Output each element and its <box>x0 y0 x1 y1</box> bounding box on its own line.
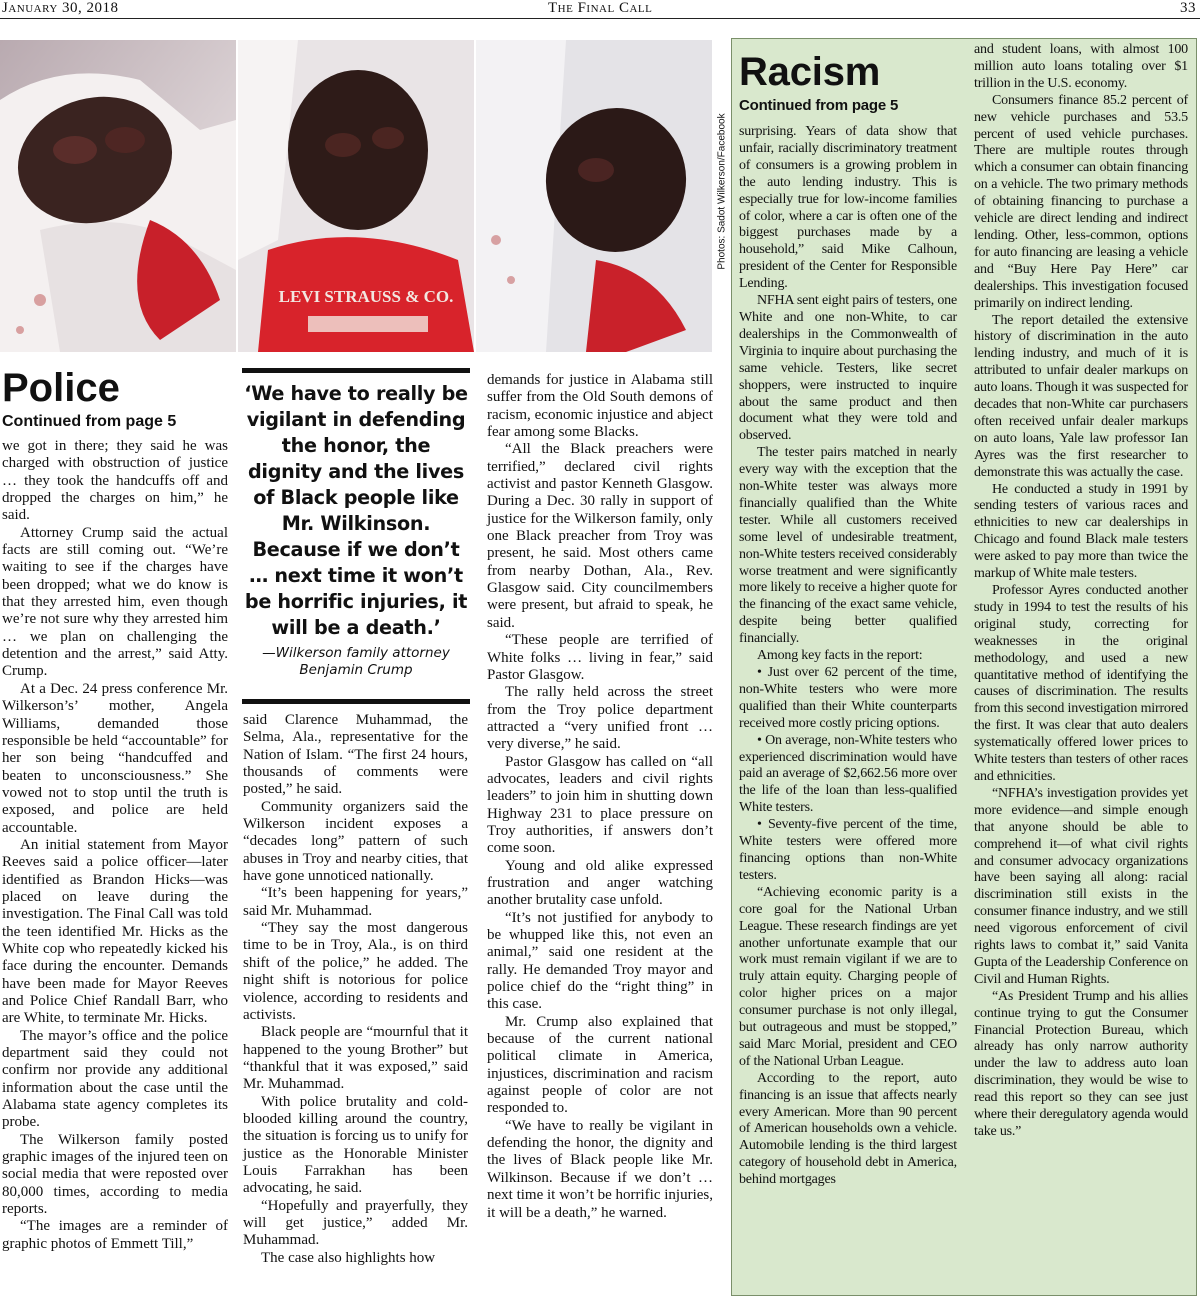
police-paragraph: Black people are “mournful that it happened to the young Brother” but “thankful that it was exposed,” said Mr. Muhammad. <box>243 1024 468 1093</box>
racism-paragraph: NFHA sent eight pairs of testers, one White and one non-White, to car dealerships in the Commonwealth of Virginia to inquire about purchasing the same vehicle. Testers, like secret shoppers, were instructed to inquire about the same product and then document what they were told and observed. <box>739 293 957 444</box>
photo-victim-3 <box>476 40 712 352</box>
police-paragraph: “It’s been happening for years,” said Mr. Muhammad. <box>243 885 468 919</box>
racism-paragraph: According to the report, auto financing is an issue that affects nearly every American. More than 90 percent of American households own a vehicle. Automobile lending is the third largest category of household debt in America, behind mortgages <box>739 1070 957 1188</box>
police-headline: Police <box>2 366 120 410</box>
photo-victim-2-image <box>238 40 474 352</box>
police-paragraph: With police brutality and cold-blooded killing around the country, the situation is forcing us to unify for justice as the Honorable Minister Louis Farrakhan has been advocating, he said. <box>243 1093 468 1197</box>
racism-column-1 <box>739 50 957 1189</box>
police-column-3 <box>487 372 713 1222</box>
police-paragraph: demands for justice in Alabama still suffer from the Old South demons of racism, economic injustice and abject fear among some Blacks. <box>487 372 713 441</box>
police-paragraph: The case also highlights how <box>261 1249 436 1266</box>
racism-paragraph: The tester pairs matched in nearly every way with the exception that the non-White tester was always more financially qualified than the White tester. While all customers received some level of undesirable treatment, non-White testers received considerably worse treatment and were significantly more likely to receive a higher quote for the financing of the exact same vehicle, despite being better qualified financially. <box>739 445 957 647</box>
shirt-logo-text: LEVI STRAUSS & CO. <box>278 287 454 306</box>
racism-paragraph: • On average, non-White testers who experienced discrimination would have paid an average of $2,662.56 more over the life of the loan than less-qualified White testers. <box>739 732 957 816</box>
police-paragraph: “Hopefully and prayerfully, they will get justice,” added Mr. Muhammad. <box>243 1197 468 1249</box>
pull-quote <box>242 368 470 704</box>
racism-paragraph: He conducted a study in 1991 by sending testers of various races and ethnicities to new car dealerships in Chicago and found Black male testers were asked to pay more than twice the markup of White male testers. <box>974 481 1188 582</box>
police-paragraph: At a Dec. 24 press conference Mr. Wilkerson’s’ mother, Angela Williams, demanded those responsible be held “accountable” for her son being “handcuffed and beaten to unconsciousness.” She vowed not to stop until the truth is exposed, and police are held accountable. <box>2 680 228 836</box>
police-paragraph: The Wilkerson family posted graphic images of the injured teen on social media that were reposted over 80,000 times, according to media reports. <box>2 1131 228 1218</box>
racism-paragraph: “NFHA’s investigation provides yet more evidence—and simple enough that anyone should be able to comprehend it—of what civil rights and consumer advocacy organizations have been saying all along: racial discrimination still exists in the consumer finance industry, and we still need vigorous enforcement of civil rights laws to combat it,” said Vanita Gupta of the Leadership Conference on Civil and Human Rights. <box>974 785 1188 987</box>
racism-paragraph: Among key facts in the report: <box>757 648 923 664</box>
pull-quote-text: ‘We have to really be vigilant in defending the honor, the dignity and the lives of Black people like Mr. Wilkinson. Because if we don’t … next time it won’t be horrific injuries, it will be a death.’ <box>244 382 468 639</box>
pull-quote-attribution: —Wilkerson family attorney Benjamin Crump <box>262 645 450 678</box>
photo-credit-text: Photos: Sadot Wilkerson/Facebook <box>716 113 728 270</box>
racism-paragraph: The report detailed the extensive history of discrimination in the auto lending industry, and much of it is attributed to unfair dealer markups on auto loans. Though it was suspected for decades that non-White car purchasers often received unfair dealer markups on auto loans, Yale law professor Ian Ayres was the first researcher to demonstrate this was actually the case. <box>974 312 1188 480</box>
police-column-1 <box>2 366 228 1253</box>
racism-paragraph: and student loans, with almost 100 million auto loans totaling over $1 trillion in the U.S. economy. <box>974 42 1188 91</box>
police-paragraph: Young and old alike expressed frustration and anger watching another brutality case unfold. <box>487 857 713 909</box>
racism-paragraph: • Seventy-five percent of the time, White testers were offered more financing options than non-White testers. <box>739 817 957 883</box>
photo-victim-1 <box>0 40 236 352</box>
police-paragraph: “All the Black preachers were terrified,” declared civil rights activist and pastor Kenneth Glasgow. During a Dec. 30 rally in support of justice for the Wilkerson family, only one Black preacher from Troy was present, he said. Most others came from nearby Dothan, Ala., Rev. Glasgow said. City councilmembers were present, but afraid to speak, he said. <box>487 441 713 631</box>
police-paragraph: we got in there; they said he was charged with obstruction of justice … they took the handcuffs off and dropped the charges on him,” he said. <box>2 438 228 524</box>
police-paragraph: “These people are terrified of White folks … living in fear,” said Pastor Glasgow. <box>487 632 713 683</box>
police-paragraph: said Clarence Muhammad, the Selma, Ala., representative for the Nation of Islam. “The first 24 hours, thousands of comments were posted,” he said. <box>243 712 468 798</box>
racism-paragraph: Professor Ayres conducted another study in 1994 to test the results of his original study, correcting for weaknesses in the original methodology, and used a new quantitative method of identifying the causes of discrimination. The results from this second investigation mirrored the first. It was clear that auto dealers systematically offered lower prices to White testers than testers of other races and ethnicities. <box>974 583 1188 784</box>
page-header <box>0 0 1200 19</box>
racism-paragraph: Consumers finance 85.2 percent of new vehicle purchases and 53.5 percent of used vehicle purchases. There are multiple routes through which a consumer can obtain financing on a vehicle. The two primary methods of obtaining financing to purchase a vehicle are direct lending and indirect lending. Other, less-common, options for auto financing are leasing a vehicle and “Buy Here Pay Here” car dealerships. This investigation focused primarily on indirect lending. <box>974 92 1188 311</box>
publication-name: The Final Call <box>548 0 653 16</box>
photo-victim-2 <box>238 40 474 352</box>
police-paragraph: Community organizers said the Wilkerson incident exposes a “decades long” pattern of such abuses in Troy and nearby cities, that have gone unnoticed nationally. <box>243 798 468 885</box>
police-paragraph: “It’s not justified for anybody to be whupped like this, not even an animal,” said one resident at the rally. He demanded Troy mayor and police chief do the “right thing” in this case. <box>487 909 713 1013</box>
police-continued-line: Continued from page 5 <box>2 413 177 430</box>
racism-paragraph: surprising. Years of data show that unfair, racially discriminatory treatment of consumers is a growing problem in the auto lending industry. This is especially true for low-income families of color, where a car is often one of the biggest purchases made by a household,” said Mike Calhoun, president of the Center for Responsible Lending. <box>739 124 957 292</box>
police-paragraph: “They say the most dangerous time to be in Troy, Ala., is on third shift of the police,” he added. The night shift is notorious for police violence, according to residents and activists. <box>243 920 468 1023</box>
racism-column-2 <box>974 42 1188 1141</box>
police-paragraph: “We have to really be vigilant in defending the honor, the dignity and the lives of Black people like Mr. Wilkinson. Because if we don’t … next time it won’t be horrific injuries, it will be a death,” he warned. <box>487 1117 713 1221</box>
racism-headline: Racism <box>739 50 881 94</box>
police-column-2 <box>243 712 468 1267</box>
police-paragraph: Mr. Crump also explained that because of the current national political climate in America, injustices, discrimination and racism against people of color are not responded to. <box>487 1013 713 1117</box>
page-number: 33 <box>1180 0 1196 16</box>
police-paragraph: Pastor Glasgow has called on “all advocates, leaders and civil rights leaders” to join him in shutting down Highway 231 to place pressure on Troy authorities, if answers don’t come soon. <box>487 753 713 857</box>
police-paragraph: “The images are a reminder of graphic photos of Emmett Till,” <box>2 1218 228 1252</box>
racism-continued-line: Continued from page 5 <box>739 97 899 114</box>
police-paragraph: The mayor’s office and the police department said they could not confirm nor provide any additional information about the case until the Alabama state agency completes its probe. <box>2 1027 228 1131</box>
racism-paragraph: • Just over 62 percent of the time, non-White testers who were more qualified than their White counterparts received more costly pricing options. <box>739 665 957 731</box>
police-paragraph: The rally held across the street from the Troy police department attracted a “very unified front … very diverse,” he said. <box>487 684 713 753</box>
photo-victim-1-image <box>0 40 236 352</box>
police-paragraph: An initial statement from Mayor Reeves said a police officer—later identified as Brandon Hicks—was placed on leave during the investigation. The Final Call was told the teen identified Mr. Hicks as the White cop who repeatedly kicked his face during the encounter. Demands have been made for Mayor Reeves and Police Chief Randall Barr, who are White, to terminate Mr. Hicks. <box>2 836 228 1027</box>
photo-victim-3-image <box>476 40 712 352</box>
racism-paragraph: “Achieving economic parity is a core goal for the National Urban League. These research findings are yet another unfortunate example that our work must remain vigilant if we are to truly attain equity. Charging people of color higher prices on a major consumer purchase is not only illegal, but outrageous and must be stopped,” said Marc Morial, president and CEO of the National Urban League. <box>739 884 957 1069</box>
police-paragraph: Attorney Crump said the actual facts are still coming out. “We’re waiting to see if the charges have been dropped; what we do know is that they arrested him, even though we’re not sure why they arrested him … we plan on challenging the detention and the arrest,” said Atty. Crump. <box>2 524 228 680</box>
photo-credit <box>712 40 730 352</box>
racism-paragraph: “As President Trump and his allies continue trying to gut the Consumer Financial Protection Bureau, which already has only narrow authority under the law to address auto loan discrimination, they would be wise to read this report so they can see just where their deregulatory agenda would take us.” <box>974 988 1188 1139</box>
issue-date: January 30, 2018 <box>2 0 119 16</box>
